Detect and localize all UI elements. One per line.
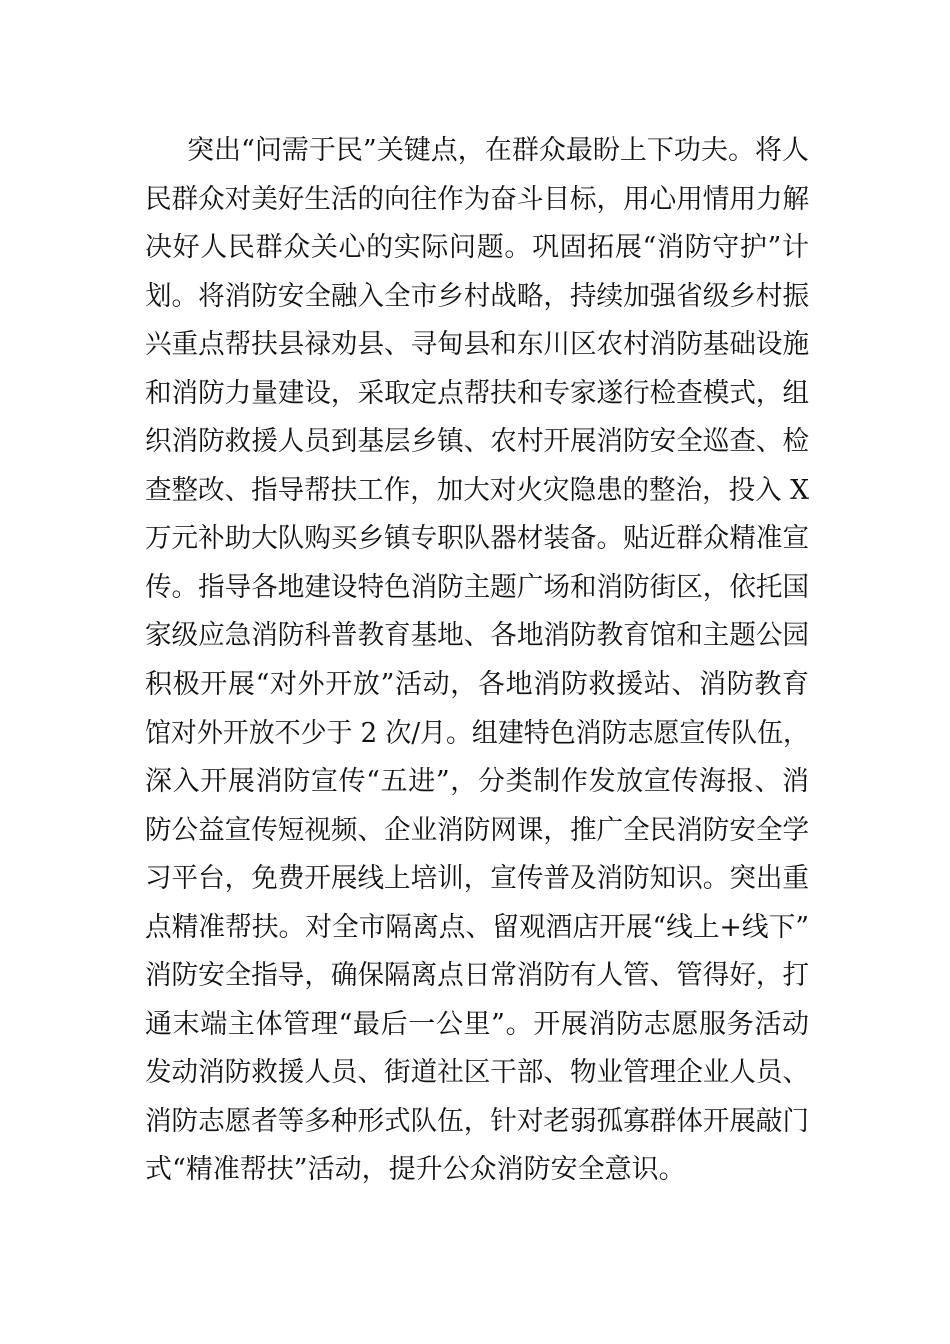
paragraph-line: 家级应急消防科普教育基地、各地消防教育馆和主题公园 — [145, 620, 809, 652]
paragraph-line: 织消防救援人员到基层乡镇、农村开展消防安全巡查、检 — [145, 426, 809, 458]
paragraph-line: 防公益宣传短视频、企业消防网课，推广全民消防安全学 — [145, 814, 809, 846]
paragraph-line: 点精准帮扶。对全市隔离点、留观酒店开展“线上+线下” — [145, 911, 809, 943]
paragraph — [145, 127, 809, 1195]
paragraph-line: 传。指导各地建设特色消防主题广场和消防街区，依托国 — [145, 571, 809, 603]
paragraph-line: 消防安全指导，确保隔离点日常消防有人管、管得好，打 — [145, 960, 809, 992]
paragraph-line: 深入开展消防宣传“五进”，分类制作发放宣传海报、消 — [145, 766, 809, 798]
paragraph-line: 发动消防救援人员、街道社区干部、物业管理企业人员、 — [145, 1057, 809, 1089]
paragraph-line: 式“精准帮扶”活动，提升公众消防安全意识。 — [145, 1154, 686, 1186]
paragraph-line: 积极开展“对外开放”活动，各地消防救援站、消防教育 — [145, 669, 809, 701]
paragraph-line: 万元补助大队购买乡镇专职队器材装备。贴近群众精准宣 — [145, 523, 809, 555]
paragraph-line: 馆对外开放不少于 2 次/月。组建特色消防志愿宣传队伍， — [145, 717, 809, 749]
paragraph-line: 习平台，免费开展线上培训，宣传普及消防知识。突出重 — [145, 863, 809, 895]
paragraph-line: 划。将消防安全融入全市乡村战略，持续加强省级乡村振 — [145, 280, 809, 312]
paragraph-line: 民群众对美好生活的向往作为奋斗目标，用心用情用力解 — [145, 183, 809, 215]
paragraph-line: 决好人民群众关心的实际问题。巩固拓展“消防守护”计 — [145, 232, 809, 264]
paragraph-line: 突出“问需于民”关键点，在群众最盼上下功夫。将人 — [187, 135, 809, 166]
paragraph-line: 兴重点帮扶县禄劝县、寻甸县和东川区农村消防基础设施 — [145, 329, 809, 361]
paragraph-line: 和消防力量建设，采取定点帮扶和专家遂行检查模式，组 — [145, 377, 809, 409]
paragraph-line: 查整改、指导帮扶工作，加大对火灾隐患的整治，投入 X — [145, 474, 809, 506]
paragraph-line: 通末端主体管理“最后一公里”。开展消防志愿服务活动 — [145, 1008, 809, 1040]
paragraph-line: 消防志愿者等多种形式队伍，针对老弱孤寡群体开展敲门 — [145, 1105, 809, 1137]
